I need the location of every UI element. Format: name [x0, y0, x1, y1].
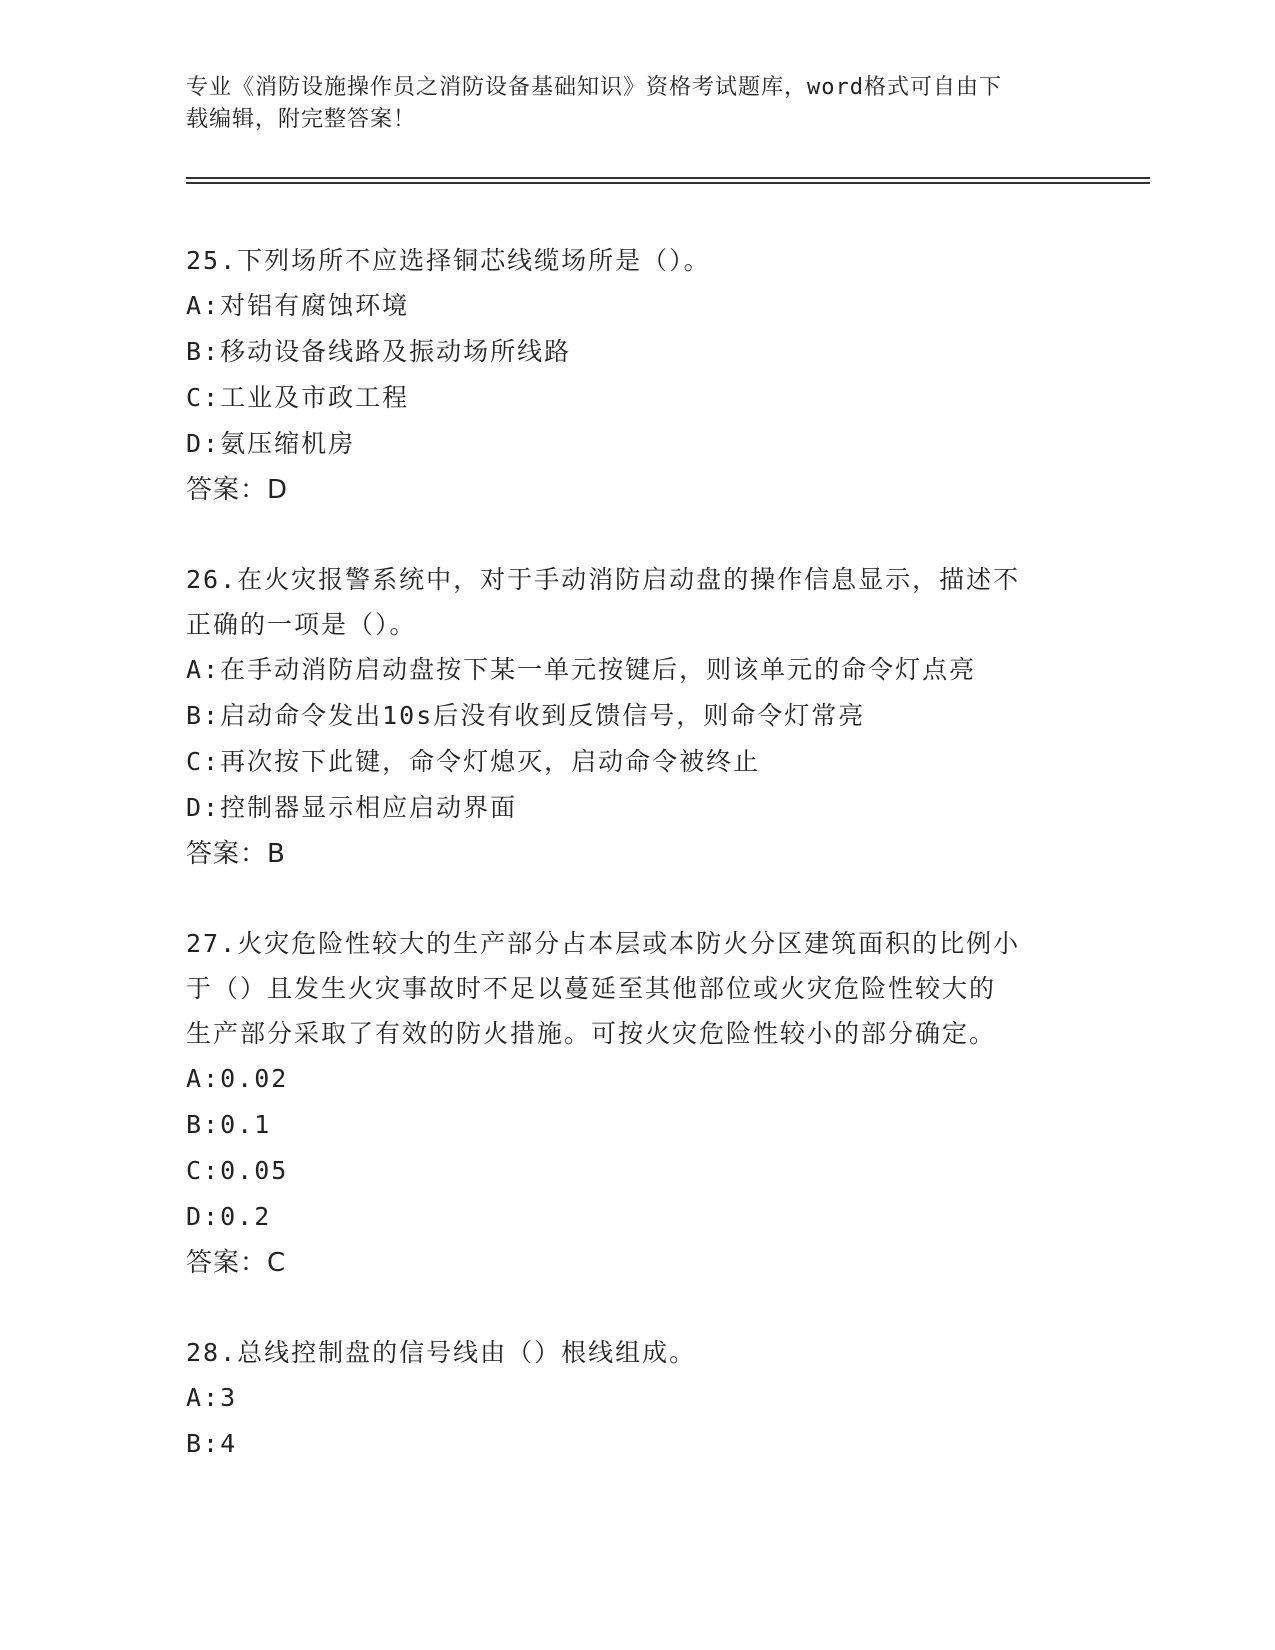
header-line-2: 载编辑，附完整答案！: [186, 107, 417, 132]
question-27: [186, 921, 1086, 1286]
option-d: D:控制器显示相应启动界面: [186, 793, 518, 822]
option-b: B:4: [186, 1429, 238, 1458]
option-a: A:3: [186, 1383, 238, 1412]
option-c: C:工业及市政工程: [186, 383, 410, 412]
header-divider-bottom: [186, 182, 1150, 184]
answer-label: 答案：D: [186, 475, 289, 505]
question-28: [186, 1330, 1086, 1467]
option-b: B:0.1: [186, 1110, 272, 1139]
option-d: D:氨压缩机房: [186, 429, 356, 458]
header-line-1: 专业《消防设施操作员之消防设备基础知识》资格考试题库，word格式可自由下: [186, 75, 1002, 100]
header-divider-top: [186, 177, 1150, 179]
option-b: B:启动命令发出10s后没有收到反馈信号，则命令灯常亮: [186, 701, 866, 730]
option-a: A:在手动消防启动盘按下某一单元按键后，则该单元的命令灯点亮: [186, 655, 977, 684]
question-list: [186, 238, 1086, 1511]
option-c: C:0.05: [186, 1156, 289, 1185]
document-header: [186, 72, 1066, 136]
option-c: C:再次按下此键，命令灯熄灭，启动命令被终止: [186, 747, 761, 776]
question-stem: 25.下列场所不应选择铜芯线缆场所是（）。: [186, 246, 711, 275]
question-25: [186, 238, 1086, 513]
answer-label: 答案：B: [186, 839, 286, 869]
option-b: B:移动设备线路及振动场所线路: [186, 337, 572, 366]
question-stem: 28.总线控制盘的信号线由（）根线组成。: [186, 1338, 697, 1367]
question-stem: 27.火灾危险性较大的生产部分占本层或本防火分区建筑面积的比例小 于（）且发生火灾事故时不足以蔓延至其他部位或火灾危险性较大的 生产部分采取了有效的防火措施。可按火灾危险性较小的部分确定。: [186, 929, 1021, 1048]
option-d: D:0.2: [186, 1202, 272, 1231]
question-26: [186, 557, 1086, 877]
option-a: A:0.02: [186, 1064, 289, 1093]
question-stem: 26.在火灾报警系统中，对于手动消防启动盘的操作信息显示，描述不 正确的一项是（）。: [186, 565, 1021, 639]
option-a: A:对铝有腐蚀环境: [186, 291, 410, 320]
answer-label: 答案：C: [186, 1248, 287, 1278]
